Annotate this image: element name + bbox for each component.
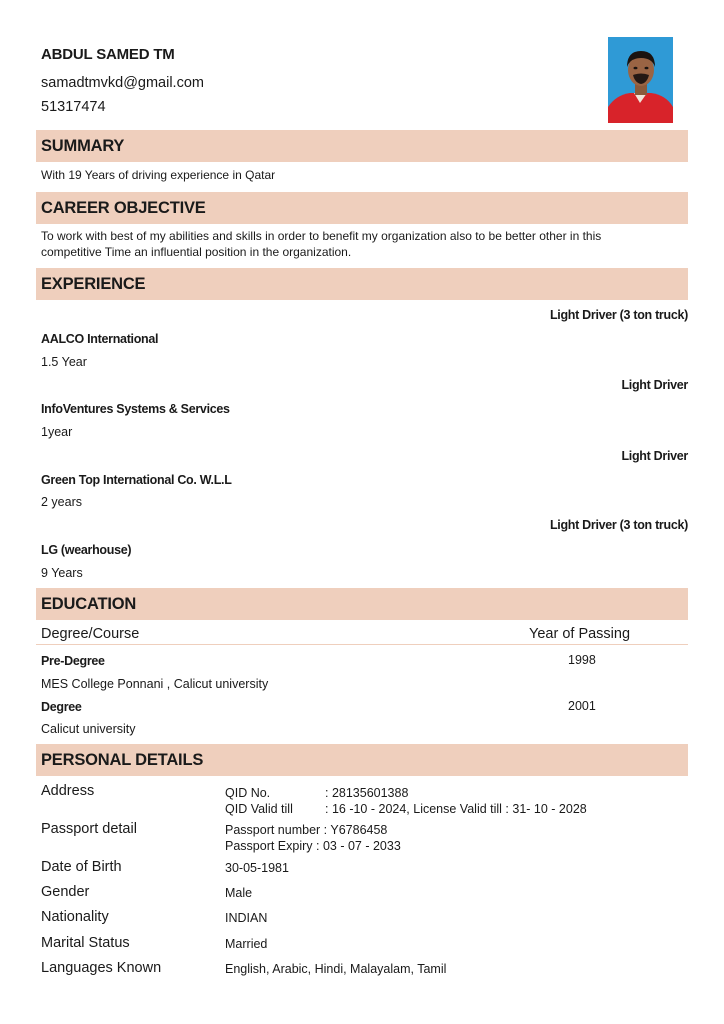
languages-label: Languages Known	[41, 960, 162, 976]
experience-role: Light Driver (3 ton truck)	[549, 308, 688, 322]
objective-section-header	[36, 192, 688, 224]
objective-title: CAREER OBJECTIVE	[41, 199, 206, 217]
personal-section-header	[36, 744, 688, 776]
objective-line-1: To work with best of my abilities and skills in order to benefit my organization also to be better other in this	[41, 229, 602, 243]
qid-number-label: QID No.	[225, 786, 271, 800]
objective-line-2: competitive Time an influential position in the organization.	[41, 245, 352, 259]
experience-title: EXPERIENCE	[41, 275, 146, 293]
qid-valid-label: QID Valid till	[225, 802, 293, 816]
experience-duration: 9 Years	[41, 566, 83, 580]
qid-number-value: : 28135601388	[325, 786, 409, 800]
education-section-header	[36, 588, 688, 620]
education-table-header	[36, 625, 688, 645]
experience-company: Green Top International Co. W.L.L	[41, 473, 232, 487]
education-degree: Pre-Degree	[41, 654, 105, 668]
dob-value: 30-05-1981	[225, 861, 289, 875]
experience-duration: 1year	[41, 425, 73, 439]
address-value	[225, 785, 587, 817]
personal-title: PERSONAL DETAILS	[41, 751, 204, 769]
summary-text: With 19 Years of driving experience in Qatar	[41, 168, 276, 182]
degree-column-header: Degree/Course	[41, 626, 140, 642]
passport-number: Passport number : Y6786458	[225, 823, 388, 837]
year-column-header: Year of Passing	[529, 626, 631, 642]
languages-value: English, Arabic, Hindi, Malayalam, Tamil	[225, 962, 447, 976]
education-institution: MES College Ponnani , Calicut university	[41, 677, 269, 691]
experience-duration: 2 years	[41, 495, 82, 509]
education-institution: Calicut university	[41, 722, 136, 736]
profile-photo	[608, 37, 673, 123]
summary-title: SUMMARY	[41, 137, 125, 155]
candidate-email: samadtmvkd@gmail.com	[41, 75, 204, 91]
nationality-value: INDIAN	[225, 911, 268, 925]
gender-value: Male	[225, 886, 253, 900]
passport-value	[225, 822, 401, 854]
experience-company: InfoVentures Systems & Services	[41, 402, 230, 416]
resume-header	[41, 46, 601, 119]
person-portrait-icon	[608, 37, 673, 123]
education-year: 2001	[568, 699, 596, 713]
experience-role: Light Driver	[621, 378, 688, 392]
candidate-phone: 51317474	[41, 99, 106, 115]
experience-role: Light Driver	[621, 449, 688, 463]
candidate-name: ABDUL SAMED TM	[41, 46, 175, 63]
passport-expiry: Passport Expiry : 03 - 07 - 2033	[225, 839, 401, 853]
education-year: 1998	[568, 653, 596, 667]
experience-company: AALCO International	[41, 332, 159, 346]
experience-duration: 1.5 Year	[41, 355, 87, 369]
education-degree: Degree	[41, 700, 82, 714]
experience-role: Light Driver (3 ton truck)	[549, 518, 688, 532]
summary-section-header	[36, 130, 688, 162]
marital-status-label: Marital Status	[41, 935, 130, 951]
dob-label: Date of Birth	[41, 859, 122, 875]
education-title: EDUCATION	[41, 595, 137, 613]
gender-label: Gender	[41, 884, 90, 900]
marital-status-value: Married	[225, 937, 268, 951]
experience-company: LG (wearhouse)	[41, 543, 132, 557]
qid-valid-value: : 16 -10 - 2024, License Valid till : 31- 10 - 2028	[325, 802, 587, 816]
address-label: Address	[41, 783, 95, 799]
experience-section-header	[36, 268, 688, 300]
passport-label: Passport detail	[41, 821, 137, 837]
nationality-label: Nationality	[41, 909, 109, 925]
